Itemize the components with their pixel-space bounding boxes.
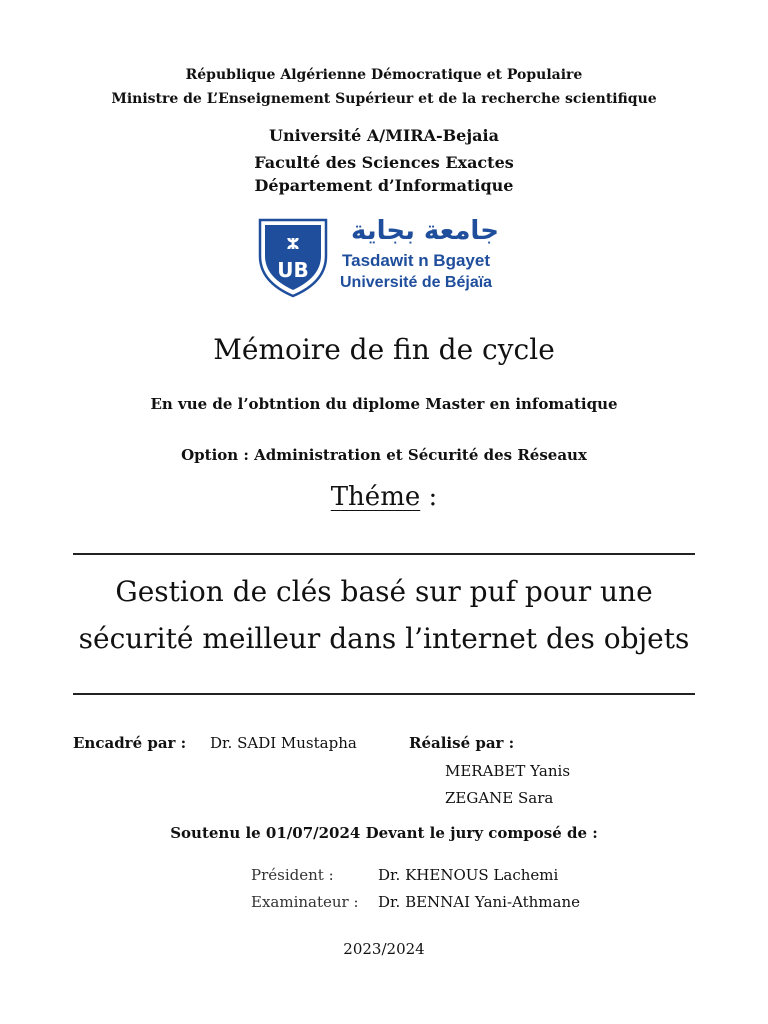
defense-line: Soutenu le 01/07/2024 Devant le jury composé de :: [170, 824, 598, 842]
jury-name: Dr. KHENOUS Lachemi: [378, 866, 559, 884]
jury-role: Examinateur :: [251, 893, 359, 911]
academic-year: 2023/2024: [343, 940, 425, 958]
logo-arabic-text: جامعة بجاية: [351, 216, 499, 246]
republic-line: République Algérienne Démocratique et Populaire: [185, 67, 583, 83]
theme-colon: :: [420, 482, 438, 512]
subject-line-1: Gestion de clés basé sur puf pour une: [115, 575, 653, 608]
subject-line-2: sécurité meilleur dans l’internet des objets: [78, 622, 690, 655]
university-logo: [258, 216, 518, 298]
realized-label: Réalisé par :: [409, 734, 515, 752]
ministry-line: Ministre de L’Enseignement Supérieur et de la recherche scientifique: [111, 91, 657, 107]
supervised-label: Encadré par :: [73, 734, 187, 752]
logo-line2: Université de Béjaïa: [340, 274, 493, 291]
svg-text:ⵣ: ⵣ: [286, 235, 300, 253]
jury-role: Président :: [251, 866, 334, 884]
department-name: Département d’Informatique: [254, 176, 514, 195]
faculty-name: Faculté des Sciences Exactes: [254, 153, 514, 172]
bottom-rule: [73, 693, 695, 695]
student-name: MERABET Yanis: [445, 762, 571, 780]
supervisor-name: Dr. SADI Mustapha: [210, 734, 357, 752]
top-rule: [73, 553, 695, 555]
option-line: Option : Administration et Sécurité des Réseaux: [181, 446, 587, 464]
memoir-title: Mémoire de fin de cycle: [213, 333, 555, 366]
degree-subtitle: En vue de l’obtntion du diplome Master en infomatique: [150, 395, 618, 413]
theme-heading: [0, 482, 768, 512]
svg-text:UB: UB: [277, 258, 309, 282]
student-name: ZEGANE Sara: [445, 789, 554, 807]
jury-name: Dr. BENNAI Yani-Athmane: [378, 893, 581, 911]
theme-word: Théme: [330, 482, 421, 512]
logo-line1: Tasdawit n Bgayet: [342, 251, 490, 270]
university-name: Université A/MIRA-Bejaia: [269, 126, 499, 145]
